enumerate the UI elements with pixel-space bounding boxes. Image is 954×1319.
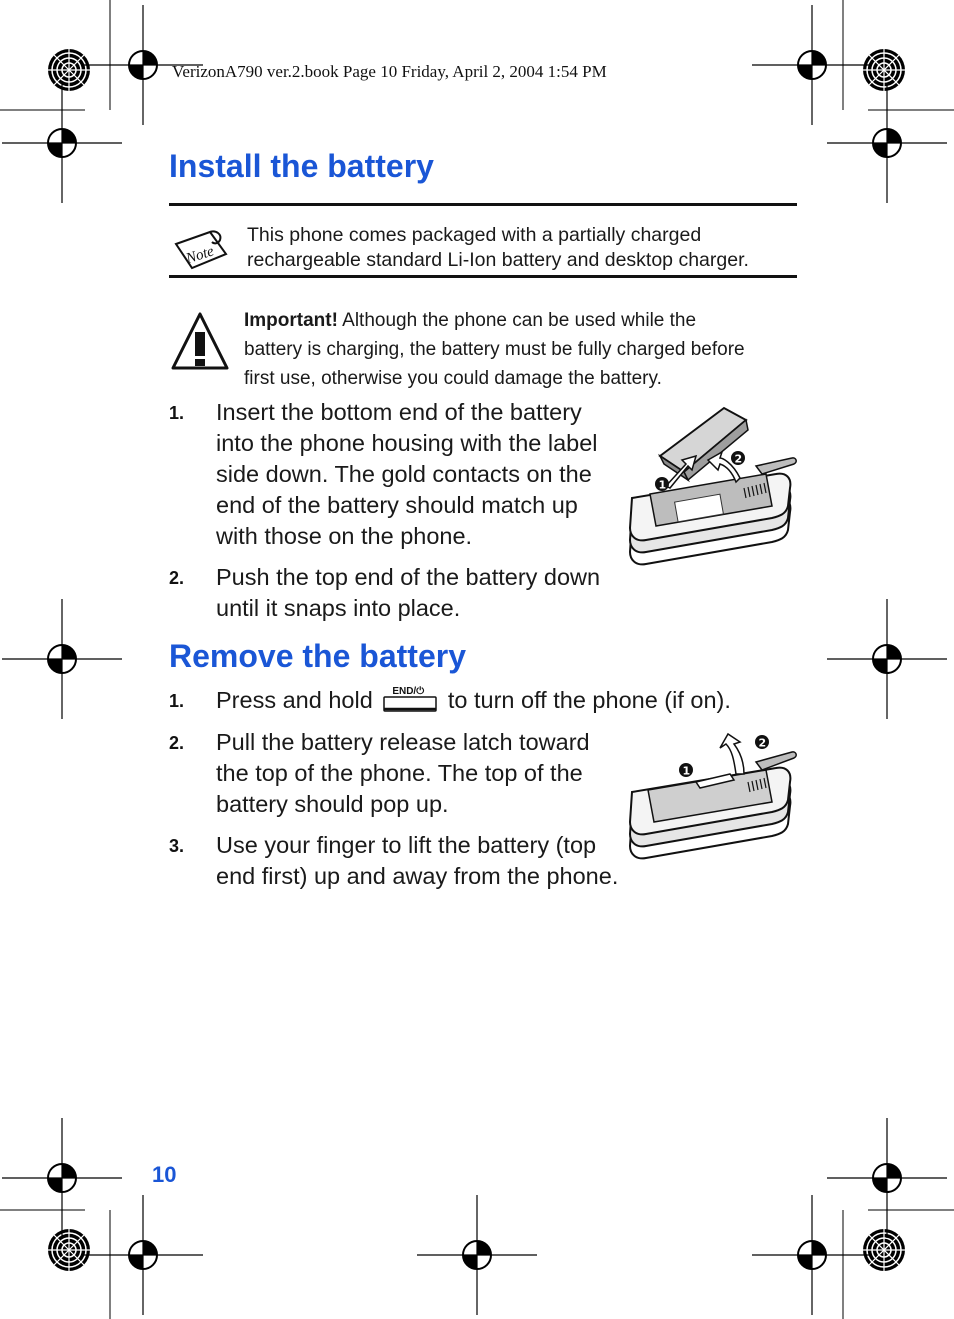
install-step-1-number: 1. — [169, 403, 185, 423]
install-step-2-line: until it snaps into place. — [216, 595, 461, 621]
install-battery-illustration — [626, 402, 798, 572]
install-step-1-line: into the phone housing with the label — [216, 430, 598, 456]
remove-step-3-number: 3. — [169, 836, 185, 856]
remove-step-2-number: 2. — [169, 733, 185, 753]
install-step-1-line: side down. The gold contacts on the — [216, 461, 592, 487]
install-step-1-line: Insert the bottom end of the battery — [216, 399, 582, 425]
important-line-3: first use, otherwise you could damage the battery. — [244, 368, 662, 389]
note-line-1: This phone comes packaged with a partially charged — [247, 224, 702, 246]
note-text — [247, 223, 749, 273]
note-bottom-rule — [169, 275, 797, 278]
svg-text:2: 2 — [758, 736, 767, 750]
note-top-rule — [169, 203, 797, 206]
remove-step-2-line: the top of the phone. The top of the — [216, 760, 583, 786]
install-step-2-text — [216, 562, 600, 624]
remove-step-3-line: Use your finger to lift the battery (top — [216, 832, 597, 858]
remove-step-3-line: end first) up and away from the phone. — [216, 863, 619, 889]
remove-step-1-before: Press and hold — [216, 687, 373, 713]
page-number: 10 — [152, 1162, 177, 1187]
remove-step-2-line: Pull the battery release latch toward — [216, 729, 590, 755]
note-icon-label: Note — [184, 243, 217, 268]
remove-step-3-text — [216, 830, 618, 892]
end-power-key-icon — [383, 688, 437, 712]
install-battery-title: Install the battery — [169, 148, 434, 184]
important-label: Important! — [244, 310, 338, 331]
install-step-2-number: 2. — [169, 568, 185, 588]
remove-step-1-after: to turn off the phone (if on). — [447, 687, 731, 713]
install-step-2-line: Push the top end of the battery down — [216, 564, 601, 590]
end-key-label: END/⏻ — [392, 686, 425, 697]
book-header-line: VerizonA790 ver.2.book Page 10 Friday, April 2, 2004 1:54 PM — [172, 62, 607, 81]
remove-battery-illustration — [626, 730, 798, 866]
install-step-1-text — [216, 397, 598, 552]
svg-text:2: 2 — [734, 452, 743, 466]
remove-step-2-text — [216, 727, 590, 820]
warning-icon — [170, 310, 230, 372]
note-line-2: rechargeable standard Li-Ion battery and desktop charger. — [247, 249, 749, 271]
remove-step-2-line: battery should pop up. — [216, 791, 449, 817]
important-line-2: battery is charging, the battery must be fully charged before — [244, 339, 745, 360]
svg-text:1: 1 — [682, 764, 691, 778]
note-icon — [170, 224, 232, 274]
important-text — [244, 306, 745, 393]
svg-text:1: 1 — [658, 478, 667, 492]
install-step-1-line: with those on the phone. — [216, 523, 473, 549]
remove-battery-title: Remove the battery — [169, 638, 466, 674]
install-step-1-line: end of the battery should match up — [216, 492, 578, 518]
important-line-1: Although the phone can be used while the — [337, 310, 697, 331]
remove-step-1-text — [216, 685, 731, 716]
remove-step-1-number: 1. — [169, 691, 185, 711]
